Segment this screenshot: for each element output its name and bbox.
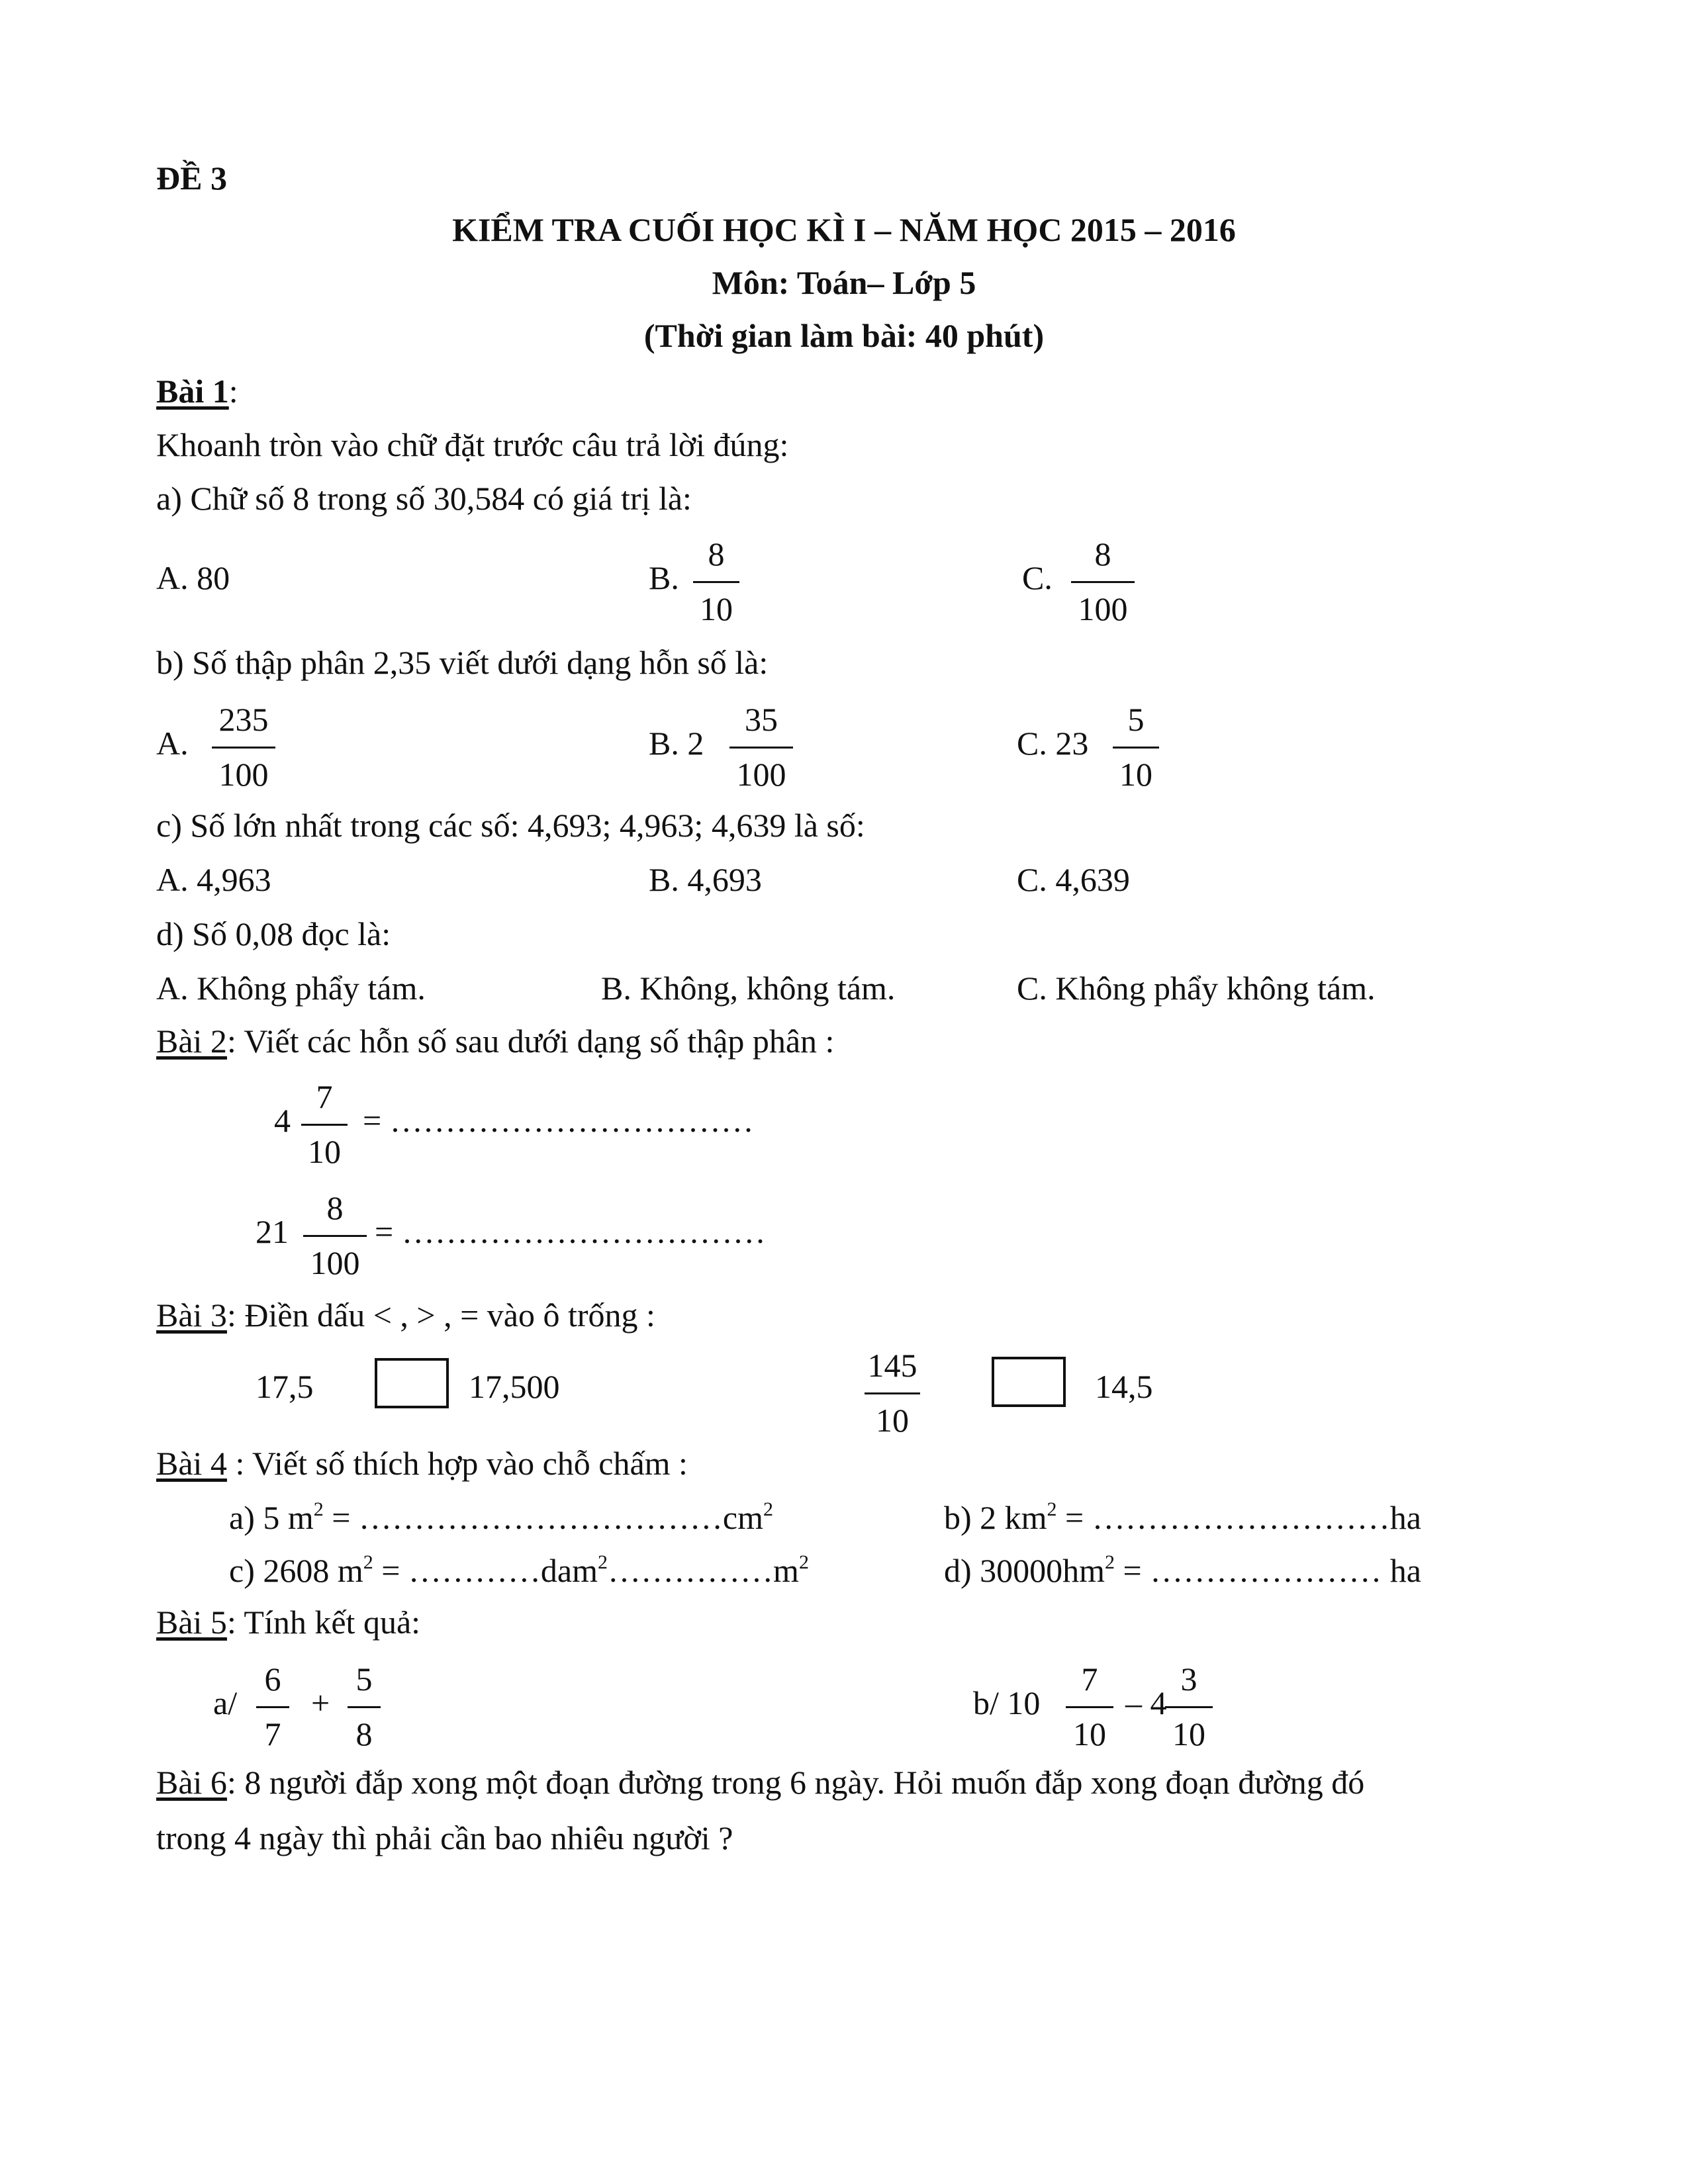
- numerator: 7: [1081, 1661, 1098, 1698]
- bai5-text: : Tính kết quả:: [226, 1604, 421, 1641]
- bai4-d-sup1: 2: [1105, 1551, 1115, 1573]
- bai3-heading: [156, 1298, 655, 1332]
- bai4-b: [944, 1498, 1421, 1536]
- bai6-line2: trong 4 ngày thì phải cần bao nhiêu người ?: [156, 1819, 733, 1856]
- bai1-a-option-b-fraction: [670, 533, 763, 629]
- denominator: 10: [876, 1402, 909, 1439]
- bai1-a-option-a: A. 80: [156, 559, 230, 596]
- bai2-heading: [156, 1024, 834, 1058]
- bai2-item2-whole: 21: [256, 1213, 289, 1250]
- numerator: 8: [326, 1189, 344, 1226]
- bai6-label: Bài 6: [156, 1764, 227, 1801]
- bai4-d-part1: d) 30000hm: [944, 1552, 1105, 1589]
- numerator: 5: [1127, 701, 1145, 738]
- bai2-item1-whole: 4: [274, 1102, 291, 1139]
- bai3-right2: 14,5: [1095, 1368, 1153, 1405]
- bai1-instruction: Khoanh tròn vào chữ đặt trước câu trả lời đúng:: [156, 426, 789, 463]
- bai4-c-sup3: 2: [798, 1551, 809, 1573]
- denominator: 7: [264, 1715, 281, 1752]
- exam-code: ĐỀ 3: [156, 159, 227, 197]
- bai4-a-part1: a) 5 m: [229, 1499, 314, 1536]
- bai1-b-option-a-fraction: [197, 699, 290, 795]
- denominator: 100: [1078, 590, 1128, 627]
- bai4-a: [229, 1498, 774, 1536]
- bai1-c-option-a: A. 4,963: [156, 861, 271, 898]
- bai1-b-option-a-label: A.: [156, 725, 189, 762]
- bai4-d-part2: = ………………… ha: [1115, 1552, 1421, 1589]
- bai1-a-option-c-label: C.: [1022, 559, 1053, 596]
- bai3-answer-box-1[interactable]: [375, 1358, 449, 1408]
- bai1-b-question: b) Số thập phân 2,35 viết dưới dạng hỗn số là:: [156, 644, 769, 681]
- bai1-a-option-c-fraction: [1056, 533, 1149, 629]
- bai4-heading: [156, 1447, 688, 1480]
- bai6-line1: [156, 1766, 1364, 1799]
- bai4-text: : Viết số thích hợp vào chỗ chấm :: [226, 1445, 688, 1482]
- bai3-label: Bài 3: [156, 1297, 227, 1334]
- bai3-text: : Điền dấu < , > , = vào ô trống :: [226, 1297, 655, 1334]
- bai2-item1-fraction: [278, 1076, 371, 1172]
- bai5-a-fraction2: [318, 1659, 410, 1754]
- bai4-d: [944, 1551, 1421, 1589]
- denominator: 100: [736, 756, 786, 793]
- bai4-c: [229, 1551, 809, 1589]
- bai5-a-label: a/: [213, 1684, 238, 1721]
- bai1-label: Bài 1: [156, 373, 229, 410]
- bai4-c-sup2: 2: [598, 1551, 608, 1573]
- bai5-b-fraction2: [1143, 1659, 1235, 1754]
- exam-duration: (Thời gian làm bài: 40 phút): [643, 317, 1045, 354]
- bai1-c-option-b: B. 4,693: [649, 861, 762, 898]
- bai1-d-option-a: A. Không phẩy tám.: [156, 970, 426, 1007]
- bai3-fraction: [846, 1345, 939, 1441]
- bai1-c-option-c: C. 4,639: [1017, 861, 1130, 898]
- bai5-b-operator: – 4: [1125, 1684, 1167, 1721]
- exam-title: KIỂM TRA CUỐI HỌC KÌ I – NĂM HỌC 2015 – 2016: [452, 211, 1236, 248]
- denominator: 100: [218, 756, 269, 793]
- bai3-answer-box-2[interactable]: [992, 1357, 1066, 1407]
- bai4-c-part3: ……………m: [608, 1552, 799, 1589]
- denominator: 10: [700, 590, 733, 627]
- bai1-d-option-b: B. Không, không tám.: [601, 970, 896, 1007]
- numerator: 5: [355, 1661, 373, 1698]
- numerator: 8: [708, 535, 725, 572]
- bai1-b-option-c-fraction: [1090, 699, 1182, 795]
- bai1-d-option-c: C. Không phẩy không tám.: [1017, 970, 1376, 1007]
- bai4-c-sup1: 2: [363, 1551, 373, 1573]
- denominator: 10: [1172, 1715, 1205, 1752]
- denominator: 8: [355, 1715, 373, 1752]
- numerator: 235: [218, 701, 269, 738]
- bai5-b-label: b/ 10: [973, 1684, 1041, 1721]
- bai4-b-sup1: 2: [1047, 1498, 1057, 1520]
- bai5-label: Bài 5: [156, 1604, 227, 1641]
- bai3-right1: 17,500: [469, 1368, 560, 1405]
- bai1-d-question: d) Số 0,08 đọc là:: [156, 915, 391, 952]
- bai5-a-fraction1: [226, 1659, 319, 1754]
- denominator: 100: [310, 1244, 360, 1281]
- bai1-b-option-c-label: C. 23: [1017, 725, 1089, 762]
- bai2-item2-fraction: [289, 1187, 381, 1283]
- bai5-b-fraction1: [1043, 1659, 1136, 1754]
- bai4-b-part1: b) 2 km: [944, 1499, 1047, 1536]
- exam-subject: Môn: Toán– Lớp 5: [712, 264, 976, 301]
- denominator: 10: [1073, 1715, 1106, 1752]
- bai3-left1: 17,5: [256, 1368, 314, 1405]
- denominator: 10: [1119, 756, 1152, 793]
- bai1-colon: :: [228, 373, 238, 410]
- bai5-heading: [156, 1606, 420, 1639]
- bai4-a-part2: = ……………………………cm: [323, 1499, 764, 1536]
- bai2-label: Bài 2: [156, 1023, 227, 1060]
- bai1-b-option-b-label: B. 2: [649, 725, 704, 762]
- bai4-c-part1: c) 2608 m: [229, 1552, 363, 1589]
- bai2-item1-answer: = ……………………………: [363, 1102, 754, 1139]
- bai4-b-part2: = ………………………ha: [1056, 1499, 1421, 1536]
- bai4-a-sup1: 2: [313, 1498, 324, 1520]
- bai6-text-line1: : 8 người đắp xong một đoạn đường trong 6 ngày. Hỏi muốn đắp xong đoạn đường đó: [226, 1764, 1365, 1801]
- bai2-text: : Viết các hỗn số sau dưới dạng số thập phân :: [226, 1023, 835, 1060]
- bai4-c-part2: = …………dam: [373, 1552, 598, 1589]
- numerator: 35: [745, 701, 778, 738]
- bai2-item2-answer: = ……………………………: [375, 1213, 766, 1250]
- bai5-a-operator: +: [311, 1684, 330, 1721]
- denominator: 10: [308, 1133, 341, 1170]
- bai1-heading: [156, 375, 238, 408]
- numerator: 8: [1094, 535, 1111, 572]
- bai4-a-sup2: 2: [763, 1498, 774, 1520]
- bai1-a-question: a) Chữ số 8 trong số 30,584 có giá trị là:: [156, 480, 692, 517]
- bai1-c-question: c) Số lớn nhất trong các số: 4,693; 4,963; 4,639 là số:: [156, 807, 865, 844]
- numerator: 7: [316, 1078, 333, 1115]
- bai4-label: Bài 4: [156, 1445, 227, 1482]
- bai1-b-option-b-fraction: [715, 699, 808, 795]
- numerator: 3: [1180, 1661, 1197, 1698]
- bai1-a-option-b-label: B.: [649, 559, 679, 596]
- numerator: 145: [867, 1347, 917, 1384]
- numerator: 6: [264, 1661, 281, 1698]
